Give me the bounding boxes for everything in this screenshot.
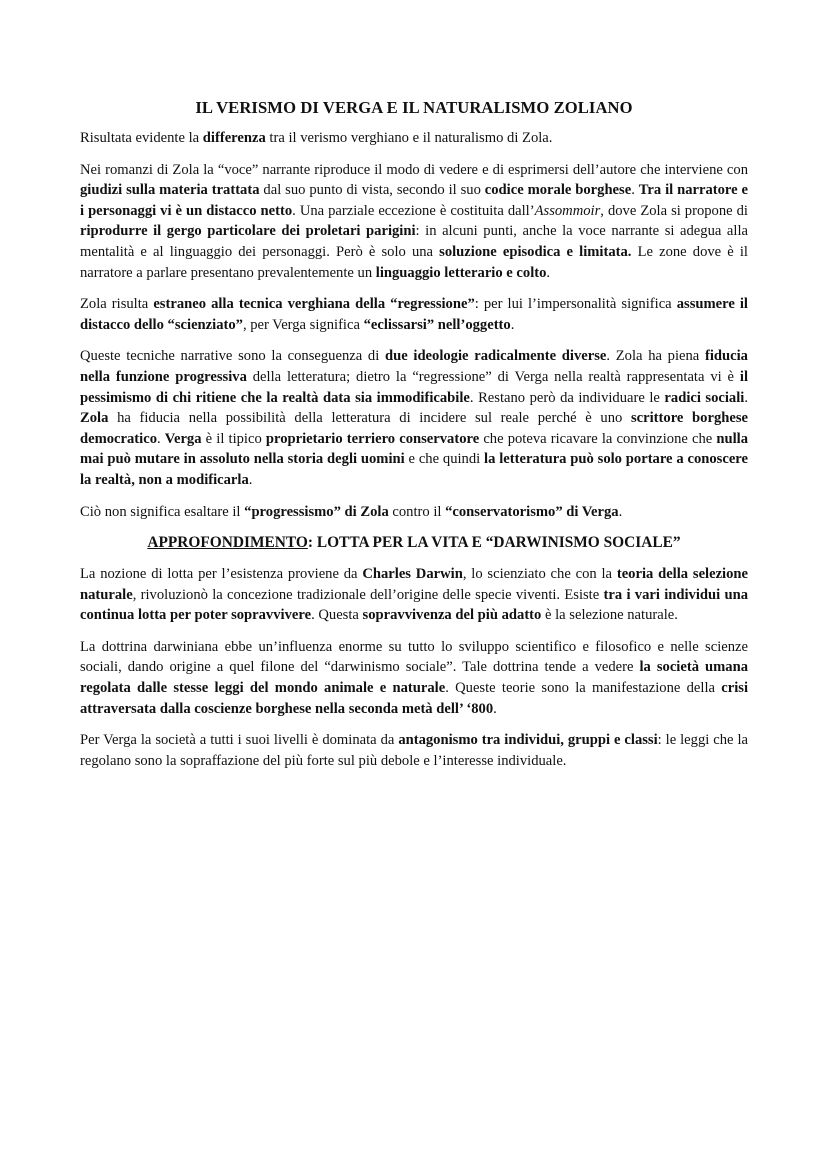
section-heading: [80, 534, 748, 552]
p4-run-15: proprietario terriero conservatore: [265, 430, 480, 447]
p4-run-11: scrittore borghese democratico: [80, 410, 748, 447]
p1-run-0: Risultata evidente la: [80, 130, 203, 146]
p1-run-1: differenza: [202, 130, 266, 146]
p2-run-13: linguaggio letterario e colto: [375, 264, 547, 281]
p6-run-7: sopravvivenza del più adatto: [362, 607, 542, 624]
p4-run-10: ha fiducia nella possibilità della letteratura di incidere sul reale perché è uno: [108, 410, 631, 427]
p2-run-3: codice morale borghese: [484, 182, 632, 199]
paragraph-ideologie: [80, 346, 748, 490]
p5-run-4: .: [618, 503, 623, 520]
p6-run-1: Charles Darwin: [362, 566, 463, 583]
p6-run-0: La nozione di lotta per l’esistenza proviene da: [80, 566, 363, 583]
p6-run-4: , rivoluzionò la concezione tradizionale dell’origine delle specie viventi. Esiste: [132, 586, 604, 603]
p7-run-1: la società umana regolata dalle stesse leggi del mondo animale e naturale: [80, 659, 748, 697]
p6-run-5: tra i vari individui una continua lotta per poter sopravvivere: [80, 586, 748, 624]
p2-run-0: Nei romanzi di Zola la “voce” narrante riproduce il modo di vedere e di esprimersi dell’autore che interviene con: [80, 161, 748, 178]
p2-run-7: Assommoir: [534, 202, 601, 219]
p2-run-9: riprodurre il gergo particolare dei proletari parigini: [80, 223, 416, 240]
p2-run-8: , dove Zola si propone di: [600, 202, 748, 219]
p4-run-1: due ideologie radicalmente diverse: [384, 348, 607, 365]
p8-run-0: Per Verga la società a tutti i suoi livelli è dominata da: [80, 732, 399, 749]
paragraph-conclusione: [80, 502, 748, 523]
p2-run-12: Le zone dove è il narratore a parlare presentano prevalentemente un: [80, 243, 748, 281]
p4-run-0: Queste tecniche narrative sono la conseguenza di: [80, 348, 385, 365]
p5-run-2: contro il: [388, 503, 446, 520]
p5-run-1: “progressismo” di Zola: [244, 503, 389, 520]
p3-run-5: “eclissarsi” nell’oggetto: [363, 316, 511, 333]
p4-run-16: che poteva ricavare la convinzione che: [479, 430, 717, 447]
paragraph-voce-narrante: [80, 160, 748, 284]
p2-run-2: dal suo punto di vista, secondo il suo: [259, 182, 485, 199]
p6-run-2: , lo scienziato che con la: [462, 566, 617, 583]
p3-run-6: .: [510, 316, 515, 333]
p8-run-1: antagonismo tra individui, gruppi e classi: [398, 732, 658, 749]
p4-run-5: il pessimismo di chi ritiene che la realtà data sia immodificabile: [80, 368, 748, 406]
p2-run-10: : in alcuni punti, anche la voce narrante si adegua alla mentalità e al linguaggio dei personaggi. Però è solo una: [80, 223, 748, 260]
p2-run-11: soluzione episodica e limitata.: [439, 243, 632, 260]
p4-run-19: la letteratura può solo portare a conoscere la realtà, non a modificarla: [80, 451, 749, 488]
section-heading-rest: : LOTTA PER LA VITA E “DARWINISMO SOCIALE”: [307, 534, 681, 552]
p2-run-5: Tra il narratore e i personaggi vi è un distacco netto: [80, 182, 749, 219]
p5-run-3: “conservatorismo” di Verga: [445, 503, 619, 520]
section-heading-label: APPROFONDIMENTO: [147, 534, 308, 552]
p4-run-17: nulla mai può mutare in assoluto nella storia degli uomini: [80, 430, 749, 468]
p3-run-0: Zola risulta: [80, 296, 154, 313]
p4-run-3: fiducia nella funzione progressiva: [80, 348, 748, 385]
paragraph-darwinismo-sociale: [80, 637, 748, 719]
p4-run-12: .: [157, 430, 165, 447]
p8-run-2: : le leggi che la regolano sono la sopraffazione del più forte sul più debole e l’interesse individuale.: [80, 732, 748, 769]
p4-run-9: Zola: [80, 410, 109, 427]
p4-run-20: .: [248, 471, 253, 488]
p5-run-0: Ciò non significa esaltare il: [80, 503, 245, 520]
paragraph-darwin: [80, 564, 748, 626]
p4-run-18: e che quindi: [404, 451, 485, 468]
p4-run-8: .: [744, 389, 748, 406]
p4-run-4: della letteratura; dietro la “regressione” di Verga nella realtà rappresentata vi è: [246, 368, 740, 385]
p3-run-4: , per Verga significa: [242, 316, 364, 333]
p6-run-8: è la selezione naturale.: [541, 607, 678, 624]
p4-run-13: Verga: [164, 430, 202, 447]
p4-run-7: radici sociali: [664, 389, 745, 406]
p7-run-0: La dottrina darwiniana ebbe un’influenza enorme su tutto lo sviluppo scientifico e filosofico e nelle scienze sociali, dando origine a quel filone del “darwinismo sociale”. Tale dottrina tende a vedere: [80, 638, 748, 676]
p3-run-3: assumere il distacco dello “scienziato”: [80, 296, 748, 333]
page-title: IL VERISMO DI VERGA E IL NATURALISMO ZOLIANO: [195, 98, 633, 117]
p2-run-6: . Una parziale eccezione è costituita dall’: [292, 202, 535, 219]
p2-run-4: .: [631, 182, 639, 199]
p7-run-4: .: [493, 700, 497, 717]
p6-run-3: teoria della selezione naturale: [80, 566, 749, 603]
paragraph-regressione: [80, 294, 748, 335]
p7-run-2: . Queste teorie sono la manifestazione della: [445, 680, 722, 697]
p3-run-2: : per lui l’impersonalità significa: [474, 296, 677, 313]
paragraph-differenza: [80, 128, 748, 149]
p2-run-1: giudizi sulla materia trattata: [80, 182, 260, 199]
p4-run-14: è il tipico: [201, 430, 266, 447]
p3-run-1: estraneo alla tecnica verghiana della “regressione”: [153, 296, 475, 313]
p6-run-6: . Questa: [311, 607, 363, 624]
p1-run-2: tra il verismo verghiano e il naturalismo di Zola.: [265, 130, 553, 146]
p4-run-2: . Zola ha piena: [606, 348, 705, 365]
paragraph-verga-societa: [80, 730, 748, 771]
p4-run-6: . Restano però da individuare le: [469, 389, 665, 406]
p2-run-14: .: [546, 264, 551, 281]
p7-run-3: crisi attraversata dalla coscienze borghese nella seconda metà dell’ ‘800: [80, 680, 748, 717]
